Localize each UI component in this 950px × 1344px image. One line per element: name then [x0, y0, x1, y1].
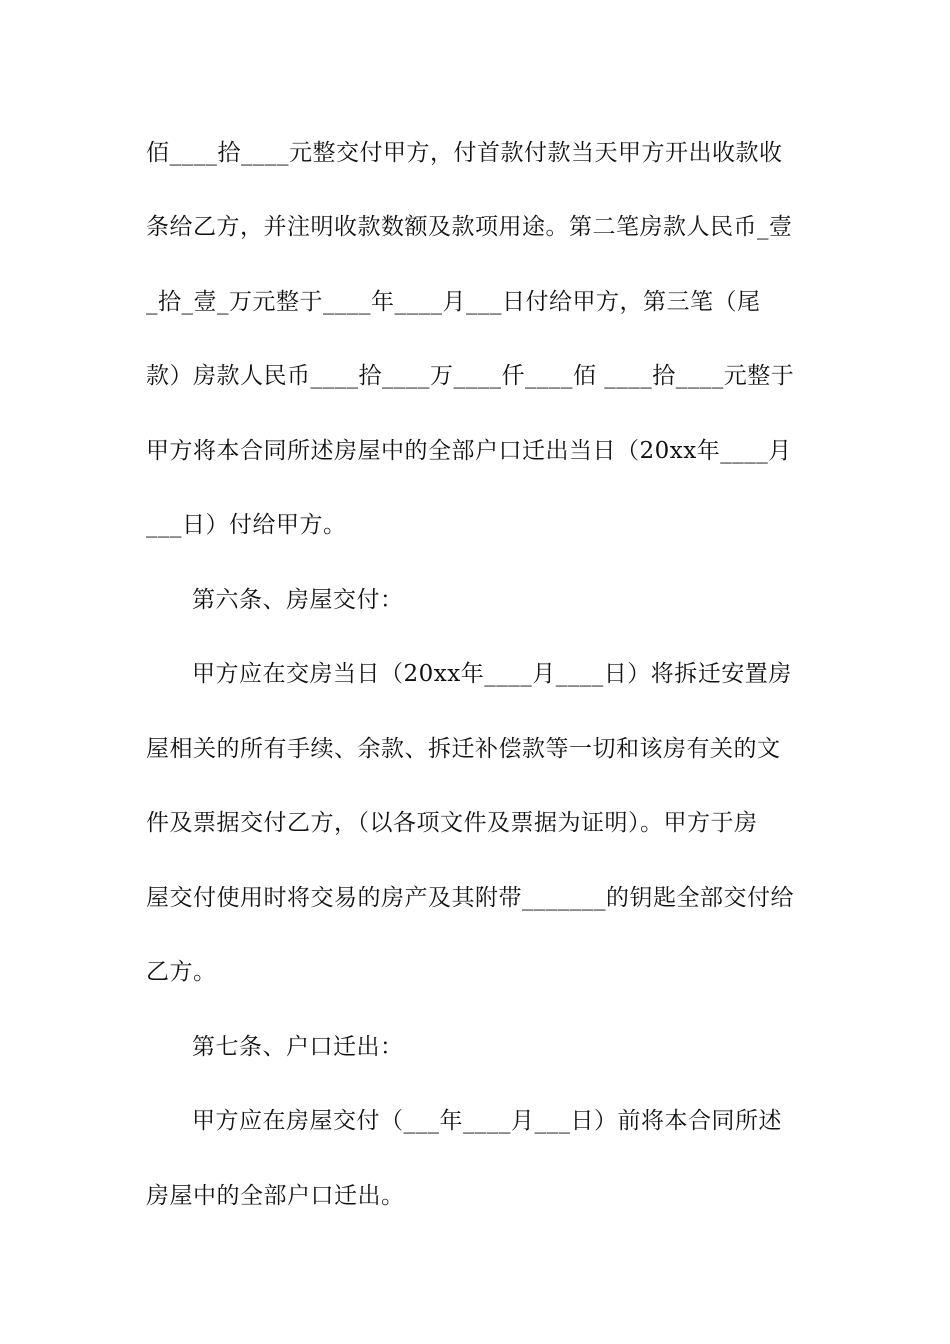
- paragraph-line: 屋相关的所有手续、余款、拆迁补偿款等一切和该房有关的文: [146, 736, 781, 762]
- paragraph-line: 房屋中的全部户口迁出。: [146, 1183, 405, 1209]
- paragraph-line: 佰____拾____元整交付甲方，付首款付款当天甲方开出收款收: [146, 140, 783, 166]
- paragraph-line: 甲方应在交房当日（20xx年____月____日）将拆迁安置房: [192, 661, 792, 687]
- paragraph-line: 甲方将本合同所述房屋中的全部户口迁出当日（20xx年____月: [146, 438, 792, 464]
- paragraph-line: 件及票据交付乙方，（以各项文件及票据为证明）。甲方于房: [146, 810, 758, 836]
- paragraph-line: ___日）付给甲方。: [146, 512, 347, 538]
- paragraph-line: 乙方。: [146, 959, 217, 985]
- section-heading-7: 第七条、户口迁出：: [192, 1034, 404, 1060]
- paragraph-line: _拾_壹_万元整于____年____月___日付给甲方，第三笔（尾: [146, 289, 761, 315]
- section-heading-6: 第六条、房屋交付：: [192, 587, 404, 613]
- paragraph-line: 甲方应在房屋交付（___年____月___日）前将本合同所述: [192, 1108, 782, 1134]
- paragraph-line: 条给乙方，并注明收款数额及款项用途。第二笔房款人民币_壹: [146, 214, 793, 240]
- paragraph-line: 屋交付使用时将交易的房产及其附带_______的钥匙全部交付给: [146, 885, 794, 911]
- paragraph-line: 款）房款人民币____拾____万____仟____佰 ____拾____元整于: [146, 363, 795, 389]
